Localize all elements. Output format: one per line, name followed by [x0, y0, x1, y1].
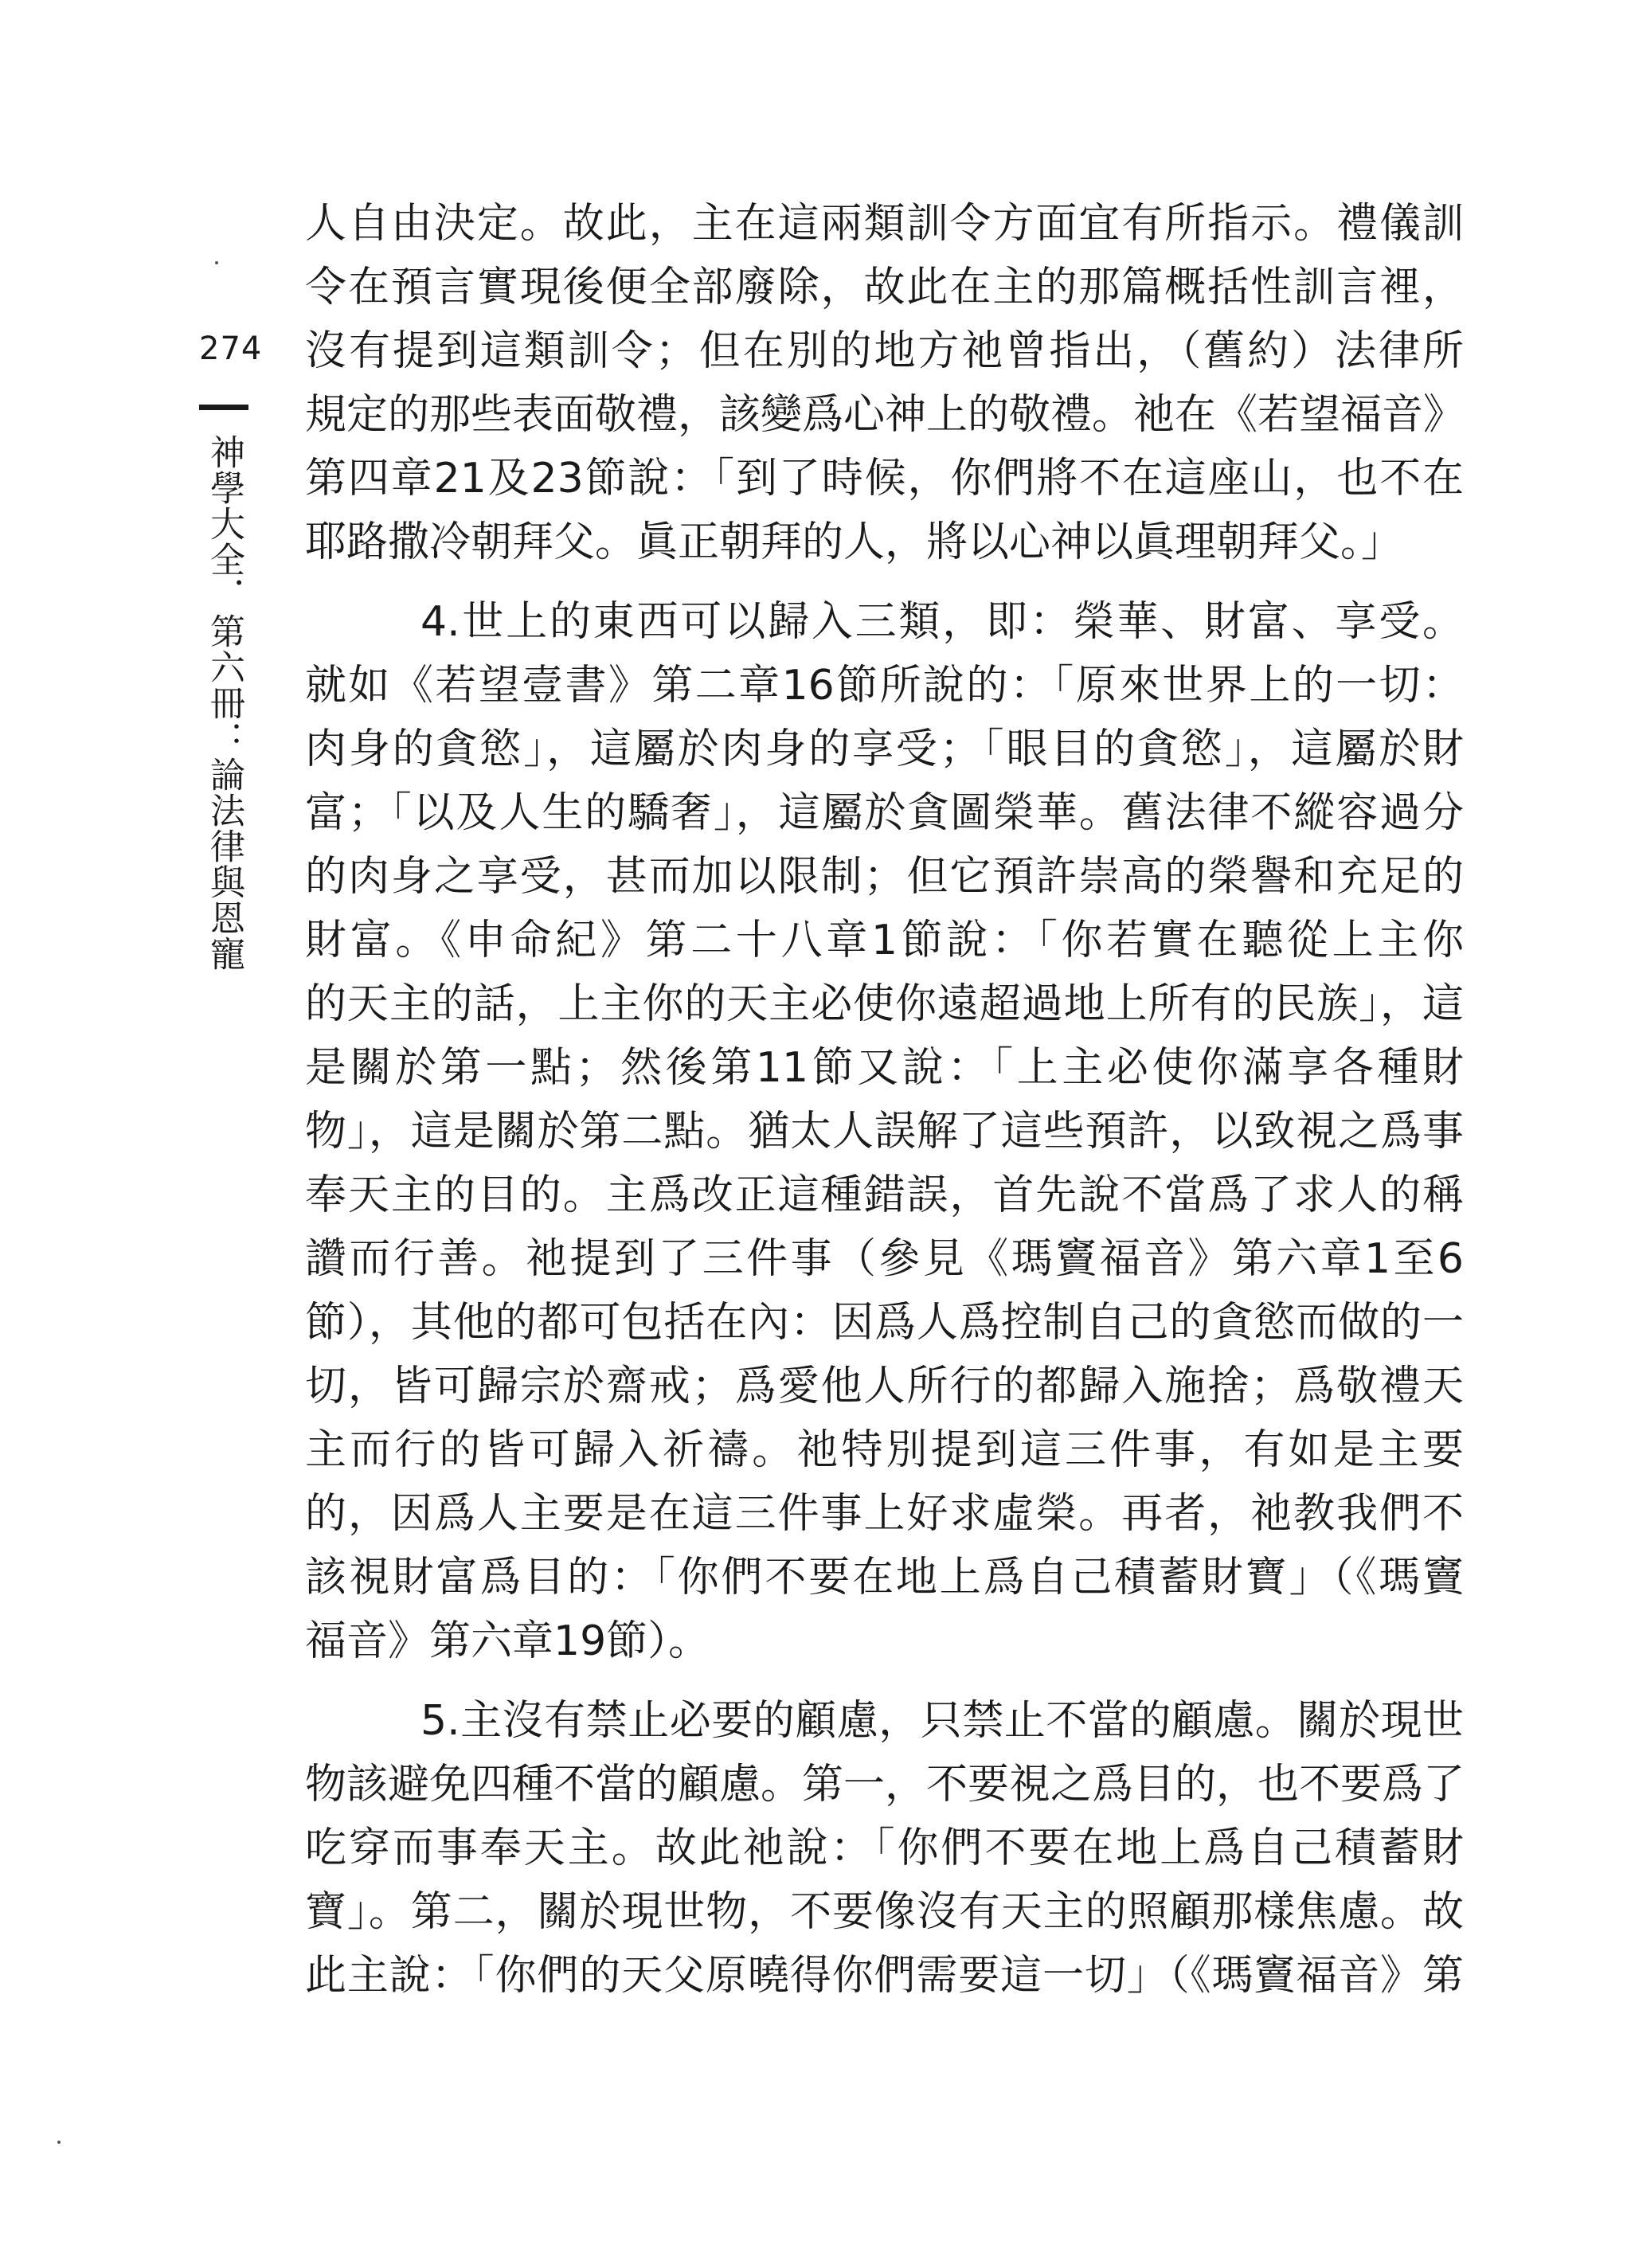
text-line: 寶」。第二，關於現世物，不要像沒有天主的照顧那樣焦慮。故 — [305, 1888, 1464, 1936]
text-line: 耶路撒冷朝拜父。眞正朝拜的人，將以心神以眞理朝拜父。」 — [305, 518, 1403, 566]
text-line: 奉天主的目的。主爲改正這種錯誤，首先說不當爲了求人的稱 — [305, 1171, 1464, 1219]
text-line: 令在預言實現後便全部廢除，故此在主的那篇概括性訓言裡， — [305, 264, 1464, 311]
paragraph-start: 4.世上的東西可以歸入三類，即：榮華、財富、享受。 — [420, 598, 1464, 646]
text-line: 節），其他的都可包括在內：因爲人爲控制自己的貪慾而做的一 — [305, 1299, 1464, 1347]
text-line: 福音》第六章19節）。 — [305, 1617, 710, 1665]
text-line: 財富。《申命紀》第二十八章1節說：「你若實在聽從上主你 — [305, 917, 1464, 964]
text-line: 的天主的話，上主你的天主必使你遠超過地上所有的民族」，這 — [305, 980, 1464, 1028]
scan-speck — [215, 261, 218, 264]
text-line: 切，皆可歸宗於齋戒；爲愛他人所行的都歸入施捨；爲敬禮天 — [305, 1363, 1464, 1410]
page-number: 274 — [199, 330, 263, 367]
text-line: 第四章21及23節說：「到了時候，你們將不在這座山，也不在 — [305, 455, 1464, 502]
text-line: 人自由決定。故此，主在這兩類訓令方面宜有所指示。禮儀訓 — [305, 200, 1464, 248]
text-line: 物該避免四種不當的顧慮。第一，不要視之爲目的，也不要爲了 — [305, 1761, 1465, 1809]
text-line: 物」，這是關於第二點。猶太人誤解了這些預許，以致視之爲事 — [305, 1108, 1464, 1156]
scan-speck — [57, 2141, 61, 2144]
text-line: 該視財富爲目的：「你們不要在地上爲自己積蓄財寶」（《瑪竇 — [305, 1554, 1464, 1601]
text-line: 沒有提到這類訓令；但在別的地方祂曾指出，（舊約）法律所 — [305, 327, 1464, 375]
text-line: 此主說：「你們的天父原曉得你們需要這一切」（《瑪竇福音》第 — [305, 1952, 1464, 2000]
text-line: 的，因爲人主要是在這三件事上好求虛榮。再者，祂教我們不 — [305, 1490, 1464, 1538]
paragraph-start: 5.主沒有禁止必要的顧慮，只禁止不當的顧慮。關於現世 — [420, 1697, 1464, 1745]
text-line: 是關於第一點；然後第11節又說：「上主必使你滿享各種財 — [305, 1044, 1464, 1092]
text-line: 肉身的貪慾」，這屬於肉身的享受；「眼目的貪慾」，這屬於財 — [305, 725, 1464, 773]
text-line: 主而行的皆可歸入祈禱。祂特別提到這三件事，有如是主要 — [305, 1426, 1464, 1474]
text-line: 讚而行善。祂提到了三件事（參見《瑪竇福音》第六章1至6 — [305, 1235, 1464, 1283]
running-head: 神學大全．第六冊：論法律與恩寵 — [204, 434, 244, 972]
text-line: 就如《若望壹書》第二章16節所說的：「原來世界上的一切： — [305, 662, 1464, 710]
text-line: 規定的那些表面敬禮，該變爲心神上的敬禮。祂在《若望福音》 — [305, 391, 1465, 439]
text-line: 的肉身之享受，甚而加以限制；但它預許崇高的榮譽和充足的 — [305, 853, 1464, 901]
text-line: 吃穿而事奉天主。故此祂說：「你們不要在地上爲自己積蓄財 — [305, 1824, 1464, 1872]
margin-rule — [199, 405, 248, 410]
text-line: 富；「以及人生的驕奢」，這屬於貪圖榮華。舊法律不縱容過分 — [305, 789, 1464, 837]
